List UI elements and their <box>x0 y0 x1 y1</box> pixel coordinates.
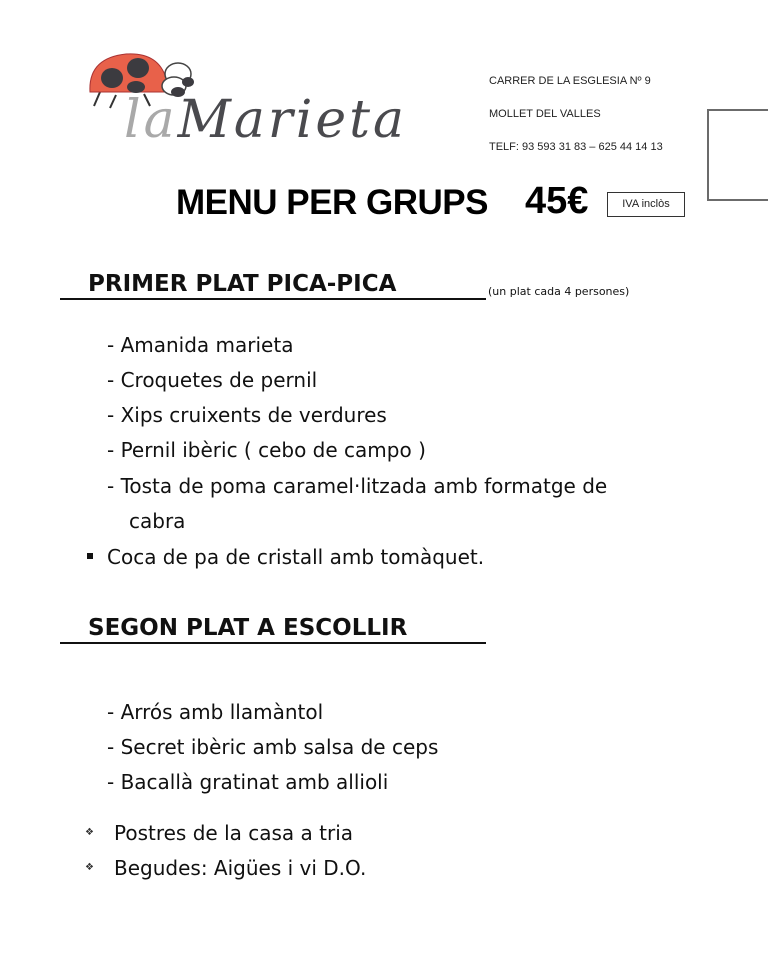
page-title: MENU PER GRUPS <box>176 183 488 222</box>
address-street: CARRER DE LA ESGLESIA Nº 9 <box>489 75 651 87</box>
extra-item-drinks: Begudes: Aigües i vi D.O. <box>114 856 367 880</box>
logo-wordmark <box>124 90 408 150</box>
square-bullet-icon <box>87 553 93 559</box>
logo-prefix: la <box>124 90 178 150</box>
menu-item: - Secret ibèric amb salsa de ceps <box>107 735 439 759</box>
section-note: (un plat cada 4 persones) <box>488 285 630 298</box>
address-city: MOLLET DEL VALLES <box>489 108 601 120</box>
diamond-bullet-icon: ❖ <box>85 827 94 838</box>
section-heading-second-course: SEGON PLAT A ESCOLLIR <box>60 614 486 644</box>
menu-item: - Tosta de poma caramel·litzada amb formatge de <box>107 474 608 498</box>
menu-item: - Arrós amb llamàntol <box>107 700 324 724</box>
extra-item-desserts: Postres de la casa a tria <box>114 821 354 845</box>
menu-item: - Pernil ibèric ( cebo de campo ) <box>107 438 426 462</box>
menu-item: - Xips cruixents de verdures <box>107 403 387 427</box>
decorative-box <box>707 109 768 201</box>
menu-item: - Bacallà gratinat amb allioli <box>107 770 389 794</box>
menu-item-continuation: cabra <box>129 509 186 533</box>
menu-extra-item: Coca de pa de cristall amb tomàquet. <box>107 545 485 569</box>
price: 45€ <box>525 180 589 222</box>
section-heading-first-course: PRIMER PLAT PICA-PICA <box>60 270 486 300</box>
tax-badge: IVA inclòs <box>607 192 685 217</box>
diamond-bullet-icon: ❖ <box>85 862 94 873</box>
logo-name: Marieta <box>177 90 408 150</box>
menu-item: - Amanida marieta <box>107 333 294 357</box>
menu-item: - Croquetes de pernil <box>107 368 318 392</box>
address-phone: TELF: 93 593 31 83 – 625 44 14 13 <box>489 141 663 153</box>
